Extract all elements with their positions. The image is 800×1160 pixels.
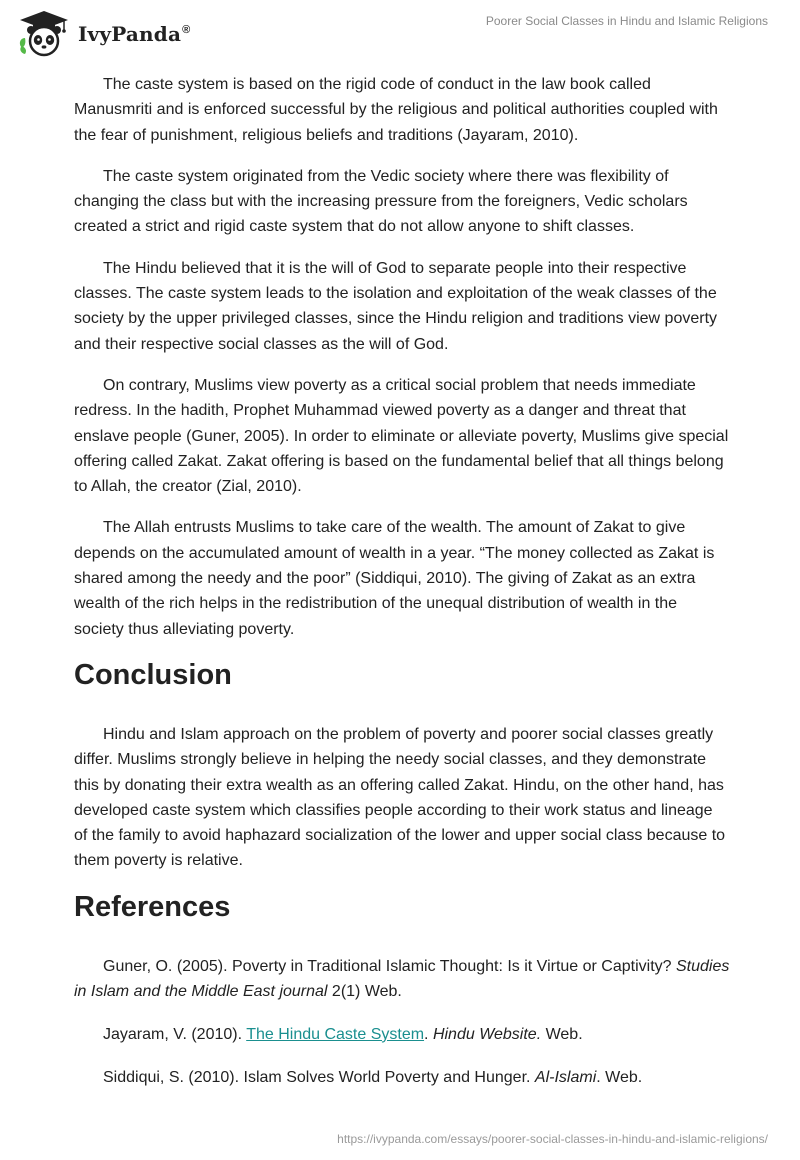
running-title: Poorer Social Classes in Hindu and Islamic Religions	[485, 14, 768, 28]
conclusion-heading: Conclusion	[74, 658, 232, 691]
body-paragraph: The Hindu believed that it is the will of God to separate people into their respective classes. The caste system leads to the isolation and exploitation of the weak classes of the society by the upper privileged classes, since the Hindu religion and traditions view poverty and their respective social classes as the will of God.	[74, 259, 718, 353]
reference-item: Guner, O. (2005). Poverty in Traditional Islamic Thought: Is it Virtue or Captivity? Studies in Islam and the Middle East journal 2(1) Web.	[74, 957, 730, 1000]
reference-item: Jayaram, V. (2010). The Hindu Caste System. Hindu Website. Web.	[103, 1025, 583, 1043]
panda-graduate-icon	[14, 8, 74, 58]
page-header	[0, 0, 800, 60]
source-url: https://ivypanda.com/essays/poorer-social-classes-in-hindu-and-islamic-religions/	[337, 1132, 768, 1146]
body-paragraph: The caste system is based on the rigid code of conduct in the law book called Manusmriti and is enforced successful by the religious and political authorities coupled with the fear of punishment, religious beliefs and traditions (Jayaram, 2010).	[74, 76, 718, 144]
ivypanda-logo[interactable]	[14, 8, 214, 58]
hindu-caste-system-link[interactable]: The Hindu Caste System	[246, 1025, 425, 1043]
body-paragraph: The Allah entrusts Muslims to take care of the wealth. The amount of Zakat to give depends on the accumulated amount of wealth in a year. “The money collected as Zakat is shared among the needy and the poor” (Siddiqui, 2010). The giving of Zakat as an extra wealth of the rich helps in the redistribution of the unequal distribution of wealth in the society thus alleviating poverty.	[74, 519, 715, 638]
conclusion-paragraph: Hindu and Islam approach on the problem of poverty and poorer social classes greatly differ. Muslims strongly believe in helping the needy social classes, and they demonstrate this by donating their extra wealth as an offering called Zakat. Hindu, on the other hand, has developed caste system which classifies people according to their work status and lineage of the family to avoid haphazard socialization of the lower and upper social class because to them poverty is relative.	[74, 725, 726, 870]
reference-item: Siddiqui, S. (2010). Islam Solves World Poverty and Hunger. Al-Islami. Web.	[103, 1068, 643, 1086]
references-heading: References	[74, 890, 231, 923]
body-paragraph: The caste system originated from the Vedic society where there was flexibility of changing the class but with the increasing pressure from the foreigners, Vedic scholars created a strict and rigid caste system that do not allow anyone to shift classes.	[74, 167, 688, 236]
brand-name: IvyPanda®	[78, 22, 191, 46]
body-paragraph: On contrary, Muslims view poverty as a critical social problem that needs immediate redress. In the hadith, Prophet Muhammad viewed poverty as a danger and threat that enslave people (Guner, 2005). In order to eliminate or alleviate poverty, Muslims give special offering called Zakat. Zakat offering is based on the fundamental belief that all things belong to Allah, the creator (Zial, 2010).	[74, 376, 729, 496]
essay-body	[74, 72, 730, 1108]
